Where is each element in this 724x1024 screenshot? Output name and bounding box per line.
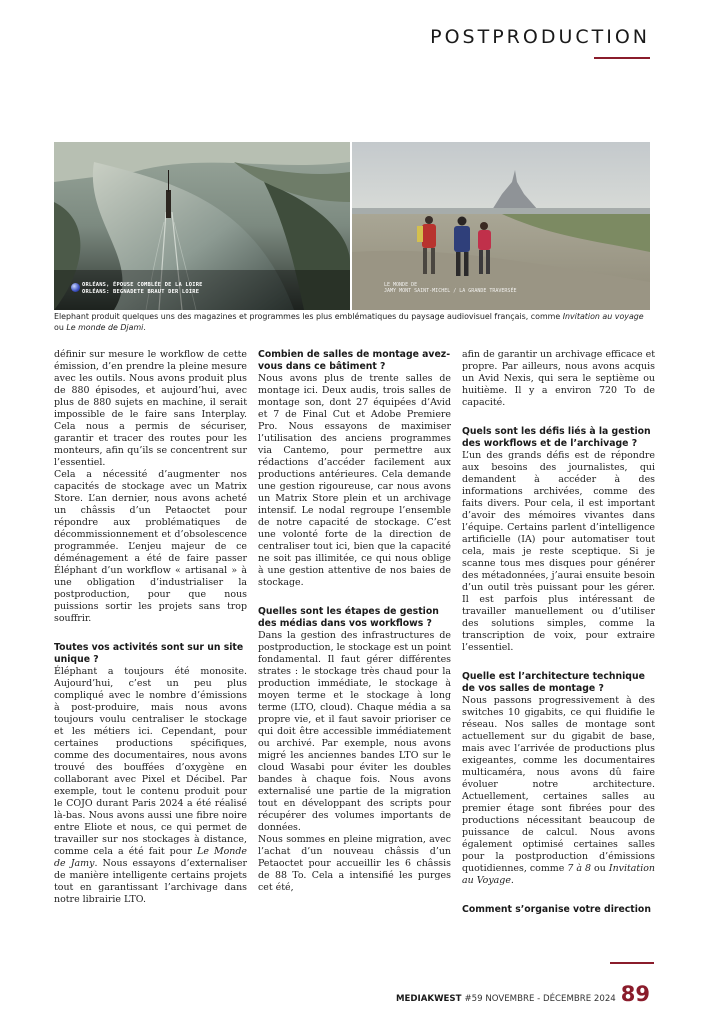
- article-column-3: [462, 349, 655, 916]
- photo-caption: [54, 312, 654, 333]
- photo-right-overlay-show: JAMY: [384, 288, 397, 294]
- question-heading: Quelles sont les étapes de gestion des médias dans vos workflows ?: [258, 606, 439, 629]
- caption-title-1: Invitation au voyage: [562, 312, 644, 321]
- question-heading: Toutes vos activités sont sur un site unique ?: [54, 642, 244, 665]
- paragraph: L’un des grands défis est de répondre aux besoins des journalistes, qui demandent à accéder à des informations archivées, comme des faits divers. Pour cela, il est important d’avoir des mémoires vivantes dans l’équipe. Certains parlent d’intelligence artificielle (IA) pour automatiser tout cela, mais je reste sceptique. Si je scanne tous mes disques pour générer des métadonnées, j’aurai ensuite besoin d’un outil très puissant pour les gérer. Il est parfois plus intéressant de travailler manuellement ou d’utiliser des solutions simples, comme la transcription de voix, pour extraire l’essentiel.: [462, 450, 655, 653]
- question-heading: Quels sont les défis liés à la gestion des workflows et de l’archivage ?: [462, 426, 651, 449]
- photo-right-overlay-episode: MONT SAINT-MICHEL / LA GRANDE TRAVERSÉE: [399, 288, 517, 294]
- channel-logo-icon: [71, 283, 80, 292]
- caption-middle: ou: [54, 322, 67, 332]
- photo-loire-boat: [54, 142, 350, 310]
- question-heading: Quelle est l’architecture technique de vos salles de montage ?: [462, 671, 645, 694]
- title-rule: [594, 57, 650, 59]
- paragraph-show-title: Le Monde de Jamy: [54, 846, 247, 869]
- article-column-2: [258, 349, 451, 894]
- photo-right-overlay-line1: LE MONDE DE: [384, 282, 418, 288]
- paragraph-text: Nous passons progressivement à des switches 10 gigabits, ce qui fluidifie le réseau. Nos salles de montage sont actuellement sur du gigabit de base, mais avec l’arrivée de productions plus exigeantes, comme les documentaires multicaméra, nous avons dû faire évoluer notre architecture. Actuellement, certaines salles au premier étage sont fibrées pour des productions nécessitant beaucoup de puissance de calcul. Nous avons également optimisé certaines salles pour la postproduction d’émissions quotidiennes, comme: [462, 695, 655, 874]
- paragraph: [54, 666, 247, 906]
- paragraph-text: ou: [591, 863, 609, 874]
- page-footer: [396, 982, 650, 1006]
- paragraph: afin de garantir un archivage efficace et propre. Par ailleurs, nous avons acquis un Avid Nexis, qui sera le septième ou huitième. Il y a environ 720 To de capacité.: [462, 349, 655, 408]
- caption-end: .: [143, 322, 146, 332]
- caption-title-2: Le monde de Djami: [66, 322, 144, 332]
- paragraph-show-title: 7 à 8: [567, 863, 592, 874]
- paragraph-text: .: [510, 875, 514, 886]
- photo-left-overlay-line2: ORLÉANS: BEGNADETE BRAUT DER LOIRE: [82, 289, 200, 295]
- question-heading: Comment s’organise votre direction: [462, 904, 651, 915]
- paragraph: définir sur mesure le workflow de cette émission, d’en prendre la pleine mesure avec les outils. Nous avons produit plus de 880 épisodes, et aujourd’hui, avec plus de 880 sujets en machine, il serait impossible de le faire sans Interplay. Cela nous a permis de sécuriser, garantir et tracer des routes pour les monteurs, afin qu’ils se concentrent sur l’essentiel.: [54, 349, 247, 468]
- paragraph-text: . Nous essayons d’externaliser de manière intelligente certains projets tout en garantissant l’archivage dans notre librairie LTO.: [54, 858, 247, 905]
- article-column-1: [54, 349, 247, 906]
- photo-right-overlay-line2: [384, 288, 516, 294]
- section-title: POSTPRODUCTION: [430, 26, 650, 48]
- magazine-name: MEDIAKWEST: [396, 994, 462, 1004]
- paragraph-text: Éléphant a toujours été monosite. Aujourd’hui, c’est un peu plus compliqué avec le nombre d’émissions à post-produire, mais nous avons toujours voulu centraliser le stockage et les métiers ici. Cependant, pour certaines productions spécifiques, comme des documentaires, nous avons trouvé des bouffées d’oxygène en collaborant avec Pixel et Décibel. Par exemple, tout le contenu produit pour le COJO durant Paris 2024 a été réalisé là-bas. Nous avons aussi une fibre noire entre Eliote et nous, ce qui permet de travailler sur nos stockages à distance, comme cela a été fait pour: [54, 666, 247, 857]
- paragraph: Nous avons plus de trente salles de montage ici. Deux audis, trois salles de montage son, dont 27 équipées d’Avid et 7 de Final Cut et Adobe Premiere Pro. Nous essayons de maximiser l’utilisation des anciens programmes via Cantemo, pour permettre aux rédactions d’accéder facilement aux productions antérieures. Cela demande une gestion rigoureuse, car nous avons un Matrix Store plein et un archivage intensif. Le nodal regroupe l’ensemble de notre capacité de stockage. C’est une volonté forte de la direction de centraliser tout ici, bien que la capacité ne soit pas illimitée, ce qui nous oblige à une gestion attentive de nos baies de stockage.: [258, 373, 451, 588]
- question-heading: Combien de salles de montage avez-vous dans ce bâtiment ?: [258, 349, 451, 372]
- paragraph: Cela a nécessité d’augmenter nos capacités de stockage avec un Matrix Store. L’an dernier, nous avons acheté un châssis d’un Petaoctet pour répondre aux problématiques de décommissionnement et d’obsolescence programmée. L’enjeu majeur de ce déménagement a été de faire passer Éléphant d’un workflow « artisanal » à une obligation d’industrialiser la postproduction, pour que nous puissions sortir les projets sans trop souffrir.: [54, 469, 247, 624]
- paragraph: Dans la gestion des infrastructures de postproduction, le stockage est un point fondamental. Il faut gérer différentes strates : le stockage très chaud pour la production immédiate, le stockage à moyen terme et le stockage à long terme (LTO, cloud). Chaque média a sa propre vie, et il faut savoir prioriser ce qui doit être accessible immédiatement ou archivé. Par exemple, nous avons migré les anciennes bandes LTO sur le cloud Wasabi pour éviter les doubles bandes à chaque fois. Nous avons externalisé une partie de la migration tout en développant des scripts pour récupérer des volumes importants de données.: [258, 630, 451, 833]
- paragraph: [462, 695, 655, 887]
- photo-mont-saint-michel: [352, 142, 650, 310]
- photo-left-overlay-line1: ORLÉANS, ÉPOUSE COMBLÉE DE LA LOIRE: [82, 282, 203, 288]
- photo-left-overlay: [82, 282, 203, 296]
- caption-text: Elephant produit quelques uns des magazines et programmes les plus emblématiques du paysage audiovisuel français, comme: [54, 312, 563, 321]
- paragraph-show-title: Invitation au Voyage: [462, 863, 655, 886]
- photo-strip: [54, 142, 650, 310]
- footer-rule: [610, 962, 654, 964]
- paragraph: Nous sommes en pleine migration, avec l’achat d’un nouveau châssis d’un Petaoctet pour accueillir les 6 châssis de 88 To. Cela a intensifié les purges cet été,: [258, 834, 451, 893]
- issue-info: #59 NOVEMBRE - DÉCEMBRE 2024: [464, 994, 616, 1004]
- photo-right-overlay: [384, 282, 516, 294]
- page-number: 89: [620, 982, 650, 1006]
